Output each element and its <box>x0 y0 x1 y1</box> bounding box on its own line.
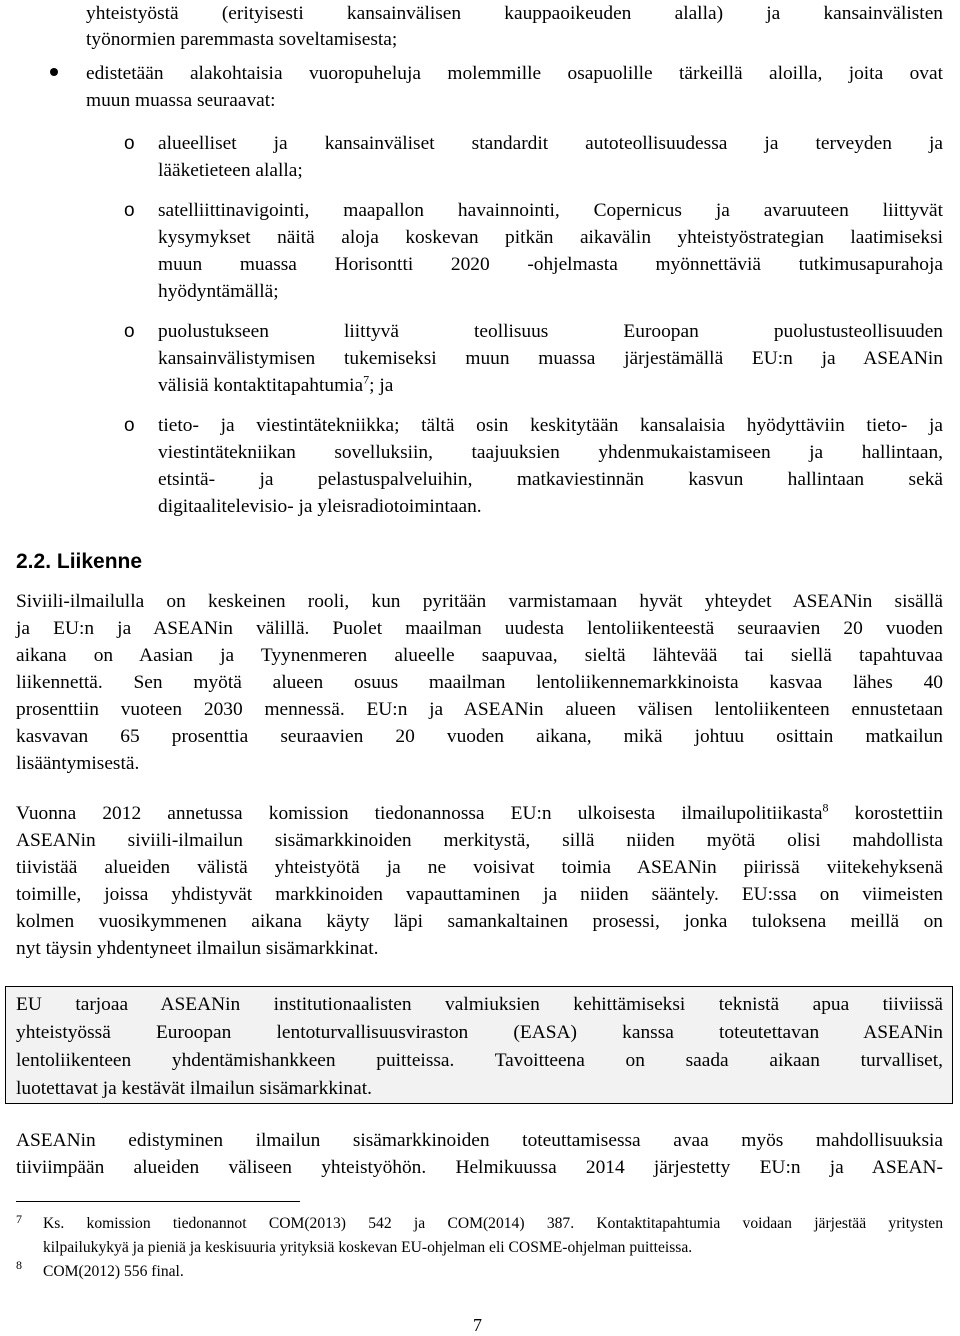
paragraph-line: prosenttiin vuoteen 2030 mennessä. EU:n ja ASEANin alueen välisen lentoliikenteen ennustetaan <box>16 699 943 720</box>
subitem-line: muun muassa Horisontti 2020 -ohjelmasta myönnettäviä tutkimusapurahoja <box>158 254 943 275</box>
footnote-number: 8 <box>16 1258 22 1272</box>
subitem-line: satelliittinavigointi, maapallon havainnointi, Copernicus ja avaruuteen liittyvät <box>158 200 943 221</box>
footnote-ref-7[interactable]: 7 <box>363 372 370 387</box>
paragraph-line: liikennettä. Sen myötä alueen osuus maailman lentoliikennemarkkinoista kasvaa lähes 40 <box>16 672 943 693</box>
page-number: 7 <box>473 1315 482 1335</box>
subitem-line: viestintätekniikan sovelluksiin, taajuuksien yhdenmukaistamiseen ja hallintaan, <box>158 442 943 463</box>
paragraph-text: Vuonna 2012 annetussa komission tiedonannossa EU:n ulkoisesta ilmailupolitiikasta <box>16 803 823 824</box>
paragraph-line: ASEANin edistyminen ilmailun sisämarkkinoiden toteuttamisessa avaa myös mahdollisuuksia <box>16 1130 943 1151</box>
sub-bullet-marker: o <box>124 200 135 221</box>
bullet-line: muun muassa seuraavat: <box>86 90 276 111</box>
subitem-line: hyödyntämällä; <box>158 281 279 302</box>
sub-bullet-marker: o <box>124 321 135 342</box>
footnote-line: Ks. komission tiedonannot COM(2013) 542 ja COM(2014) 387. Kontaktitapahtumia voidaan järjestää yritysten <box>43 1215 943 1232</box>
paragraph-line: tiivistää alueiden välistä yhteistyötä ja ne voisivat toimia ASEANin piirissä viitekehyksenä <box>16 857 943 878</box>
subitem-line <box>158 372 943 399</box>
paragraph-text: korostettiin <box>854 803 943 824</box>
paragraph-line <box>16 800 943 827</box>
box-line: luotettavat ja kestävät ilmailun sisämarkkinat. <box>16 1078 372 1099</box>
footnote-separator <box>16 1201 300 1202</box>
intro-line: yhteistyöstä (erityisesti kansainvälisen kauppaoikeuden alalla) ja kansainvälisten <box>86 3 943 24</box>
paragraph-line: toimille, joissa yhdistyvät markkinoiden vapauttaminen ja niiden sääntely. EU:ssa on viimeisten <box>16 884 943 905</box>
box-line: yhteistyössä Euroopan lentoturvallisuusviraston (EASA) kanssa toteutettavan ASEANin <box>16 1022 943 1043</box>
subitem-line: alueelliset ja kansainväliset standardit autoteollisuudessa ja terveyden ja <box>158 133 943 154</box>
section-heading: 2.2. Liikenne <box>16 550 143 573</box>
footnote-line: kilpailukykyä ja pieniä ja keskisuuria yrityksiä koskevan EU-ohjelman eli COSME-ohjelman puitteissa. <box>43 1239 693 1256</box>
bullet-line: edistetään alakohtaisia vuoropuheluja molemmille osapuolille tärkeillä aloilla, joita ovat <box>86 63 943 84</box>
subitem-line: lääketieteen alalla; <box>158 160 303 181</box>
subitem-line: puolustukseen liittyvä teollisuus Euroopan puolustusteollisuuden <box>158 321 943 342</box>
subitem-line: digitaalitelevisio- ja yleisradiotoimintaan. <box>158 496 482 517</box>
subitem-line: etsintä- ja pelastuspalveluihin, matkaviestinnän kasvun hallintaan sekä <box>158 469 943 490</box>
footnote-line: COM(2012) 556 final. <box>43 1263 184 1280</box>
sub-bullet-marker: o <box>124 133 135 154</box>
box-line: EU tarjoaa ASEANin institutionaalisten valmiuksien kehittämiseksi teknistä apua tiiviissä <box>16 994 943 1015</box>
subitem-text: välisiä kontaktitapahtumia <box>158 375 364 396</box>
paragraph-line: nyt täysin yhdentyneet ilmailun sisämarkkinat. <box>16 938 379 959</box>
box-line: lentoliikenteen yhdentämishankkeen puitteissa. Tavoitteena on saada aikaan turvalliset, <box>16 1050 943 1071</box>
paragraph-line: kolmen vuosikymmenen aikana käyty läpi samankaltainen prosessi, jonka tuloksena meillä on <box>16 911 943 932</box>
subitem-line: kansainvälistymisen tukemiseksi muun muassa järjestämällä EU:n ja ASEANin <box>158 348 943 369</box>
footnote-number: 7 <box>16 1212 22 1226</box>
paragraph-line: tiiviimpään alueiden väliseen yhteistyöhön. Helmikuussa 2014 järjestetty EU:n ja ASEAN- <box>16 1157 943 1178</box>
subitem-line: kysymykset näitä aloja koskevan pitkän aikavälin yhteistyöstrategian laatimiseksi <box>158 227 943 248</box>
paragraph-line: aikana on Aasian ja Tyynenmeren alueelle saapuvaa, sieltä lähtevää tai siellä tapahtuvaa <box>16 645 943 666</box>
intro-line: työnormien paremmasta soveltamisesta; <box>86 29 398 50</box>
paragraph-line: kasvavan 65 prosenttia seuraavien 20 vuoden aikana, mikä johtuu osittain matkailun <box>16 726 943 747</box>
sub-bullet-marker: o <box>124 415 135 436</box>
subitem-text: ; ja <box>369 375 394 396</box>
paragraph-line: ja EU:n ja ASEANin välillä. Puolet maailman uudesta lentoliikenteestä seuraavien 20 vuoden <box>16 618 943 639</box>
subitem-line: tieto- ja viestintätekniikka; tältä osin keskitytään kansalaisia hyödyttäviin tieto- ja <box>158 415 943 436</box>
paragraph-line: Siviili-ilmailulla on keskeinen rooli, kun pyritään varmistamaan hyvät yhteydet ASEANin sisällä <box>16 591 943 612</box>
footnote-ref-8[interactable]: 8 <box>822 800 829 815</box>
paragraph-line: ASEANin siviili-ilmailun sisämarkkinoiden merkitystä, sillä niiden myötä olisi mahdollista <box>16 830 943 851</box>
bullet-dot-icon <box>50 68 58 76</box>
paragraph-line: lisääntymisestä. <box>16 753 140 774</box>
